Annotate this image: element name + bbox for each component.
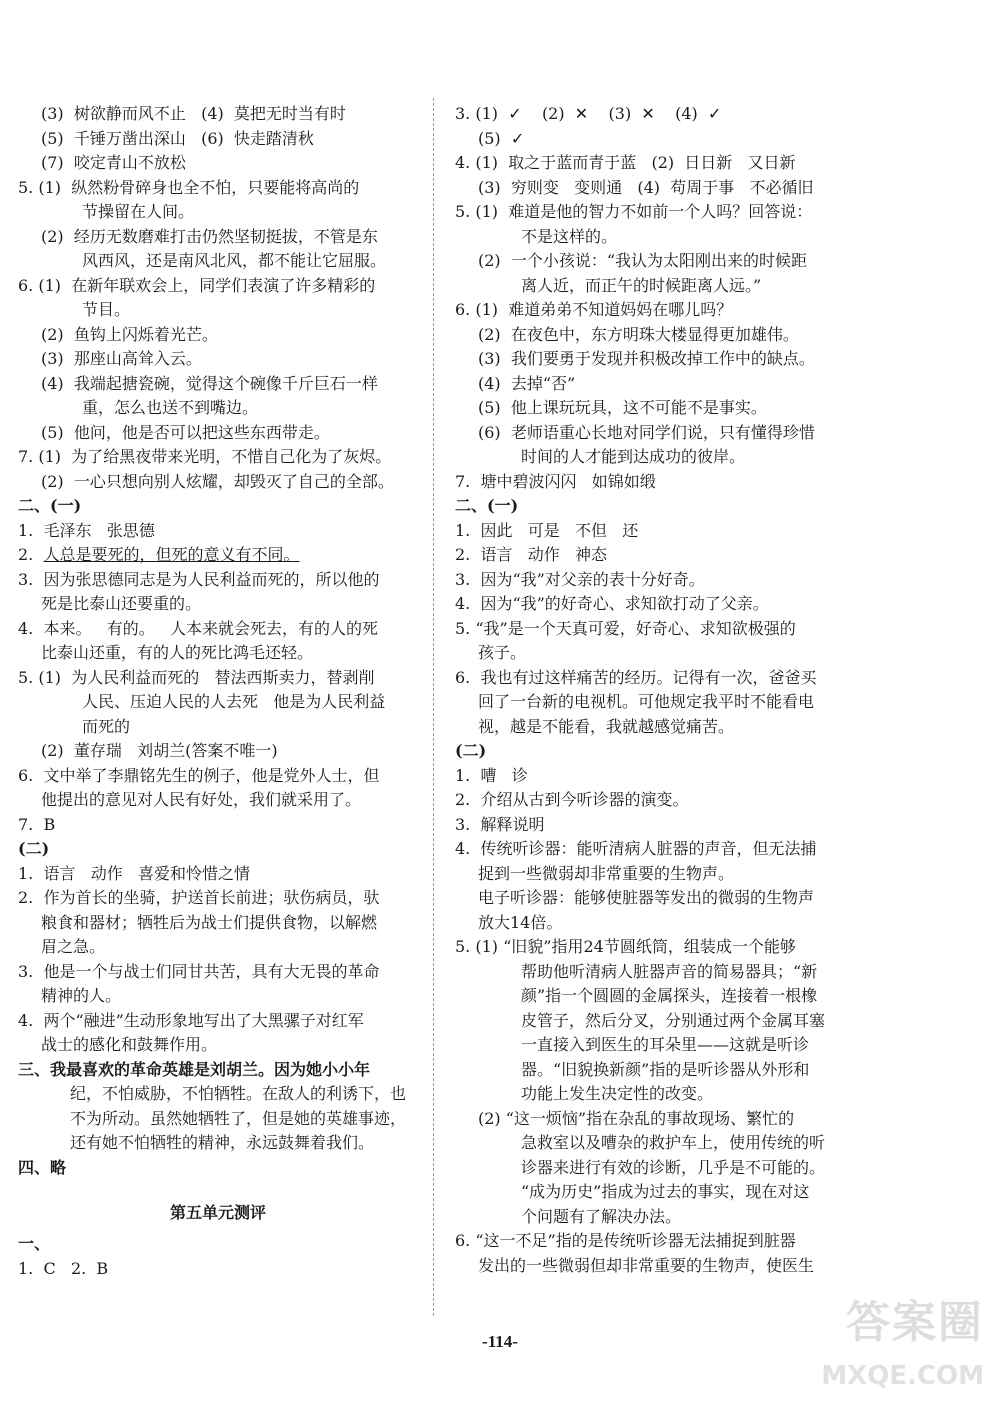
answer-line: 3. 因为“我”对父亲的表十分好奇。 bbox=[455, 569, 705, 589]
answer-line: 5. (1) 难道是他的智力不如前一个人吗？回答说： bbox=[455, 202, 813, 221]
answer-line: 7. 塘中碧波闪闪 如锦如缎 bbox=[455, 471, 656, 491]
answer-line: (3) 我们要勇于发现并积极改掉工作中的缺点。 bbox=[478, 349, 815, 368]
answer-line: 6. 我也有过这样痛苦的经历。记得有一次，爸爸买 bbox=[455, 667, 817, 687]
answer-line: 5. (1) “旧貌”指用24节圆纸筒，组装成一个能够 bbox=[455, 937, 796, 956]
left-column bbox=[18, 102, 418, 1281]
answer-line: 不是这样的。 bbox=[521, 226, 618, 246]
answer-line: (5) ✓ bbox=[478, 128, 525, 148]
answer-line: 人民、压迫人民的人去死 他是为人民利益 bbox=[82, 692, 386, 711]
section-heading: 二、(一) bbox=[18, 496, 82, 515]
answer-line: (4) 去掉“否” bbox=[478, 373, 576, 393]
answer-line: 比泰山还重，有的人的死比鸿毛还轻。 bbox=[41, 643, 314, 662]
answer-line: 3. (1) ✓ (2) ✕ (3) ✕ (4) ✓ bbox=[455, 104, 722, 123]
answer-line: 还有她不怕牺牲的精神，永远鼓舞着我们。 bbox=[70, 1133, 375, 1152]
answer-line: 4. 传统听诊器：能听清病人脏器的声音，但无法捕 bbox=[455, 839, 817, 858]
answer-line: 回了一台新的电视机。可他规定我平时不能看电 bbox=[478, 692, 815, 711]
answer-line: 眉之急。 bbox=[41, 937, 106, 956]
answer-line: 而死的 bbox=[82, 716, 131, 736]
watermark-logo: 答案圈 bbox=[846, 1297, 984, 1348]
section-heading: (二) bbox=[455, 741, 487, 760]
answer-line: 4. (1) 取之于蓝而青于蓝 (2) 日日新 又日新 bbox=[455, 153, 796, 172]
section-heading: 四、略 bbox=[18, 1157, 67, 1177]
answer-line: 纪，不怕威胁，不怕牺牲。在敌人的利诱下，也 bbox=[70, 1084, 407, 1103]
answer-line: 7. B bbox=[18, 814, 56, 834]
answer-line: “成为历史”指成为过去的事实，现在对这 bbox=[521, 1182, 810, 1201]
answer-line: 视，越是不能看，我就越感觉痛苦。 bbox=[478, 716, 735, 736]
answer-line: 精神的人。 bbox=[41, 986, 122, 1005]
answer-line: 捉到一些微弱却非常重要的生物声。 bbox=[478, 863, 735, 883]
answer-line: 6. (1) 在新年联欢会上，同学们表演了许多精彩的 bbox=[18, 275, 376, 295]
underlined-answer: 人总是要死的，但死的意义有不同。 bbox=[43, 545, 300, 564]
answer-line: 2. 作为首长的坐骑，护送首长前进；驮伤病员，驮 bbox=[18, 888, 380, 907]
answer-number: 2. bbox=[18, 545, 44, 564]
answer-line: 4. 本来。 有的。 人本来就会死去，有的人的死 bbox=[18, 618, 378, 638]
section-title: 第五单元测评 bbox=[169, 1203, 266, 1222]
answer-line: 诊器来进行有效的诊断，几乎是不可能的。 bbox=[521, 1157, 826, 1177]
answer-line: 1. 毛泽东 张思德 bbox=[18, 520, 155, 540]
answer-line: 离人近，而正午的时候距离人远。” bbox=[521, 275, 762, 295]
answer-line: 时间的人才能到达成功的彼岸。 bbox=[521, 447, 746, 466]
answer-line: 4. 两个“融进”生动形象地写出了大黑骡子对红军 bbox=[18, 1010, 364, 1030]
answer-line: 1. 因此 可是 不但 还 bbox=[455, 520, 639, 540]
answer-line: (5) 他上课玩玩具，这不可能不是事实。 bbox=[478, 398, 767, 417]
section-heading: (二) bbox=[18, 839, 50, 858]
answer-line: 粮食和器材；牺牲后为战士们提供食物，以解燃 bbox=[41, 912, 378, 932]
answer-line: 1. C 2. B bbox=[18, 1258, 109, 1278]
answer-line: 1. 语言 动作 喜爱和怜惜之情 bbox=[18, 863, 250, 883]
answer-line: 2. 语言 动作 神态 bbox=[455, 545, 607, 564]
answer-line: 节操留在人间。 bbox=[82, 202, 195, 221]
answer-line: 3. 因为张思德同志是为人民利益而死的，所以他的 bbox=[18, 569, 380, 589]
answer-line: 3. 他是一个与战士们同甘共苦，具有大无畏的革命 bbox=[18, 961, 380, 981]
answer-line: 颜”指一个圆圆的金属探头，连接着一根橡 bbox=[521, 986, 818, 1005]
answer-line: 风西风，还是南风北风，都不能让它屈服。 bbox=[82, 251, 387, 270]
answer-line: 6. 文中举了李鼎铭先生的例子，他是党外人士，但 bbox=[18, 765, 380, 785]
answer-line: 他提出的意见对人民有好处，我们就采用了。 bbox=[41, 790, 362, 809]
answer-line: 急救室以及嘈杂的救护车上，使用传统的听 bbox=[521, 1133, 826, 1152]
answer-line: (5) 千锤万凿出深山 (6) 快走踏清秋 bbox=[41, 128, 314, 148]
watermark-url: MXQE.COM bbox=[821, 1361, 984, 1391]
right-column bbox=[455, 102, 860, 1278]
answer-line: 不为所动。虽然她牺牲了，但是她的英雄事迹， bbox=[70, 1108, 407, 1128]
answer-line: 器。“旧貌换新颜”指的是听诊器从外形和 bbox=[521, 1059, 810, 1079]
answer-line: 4. 因为“我”的好奇心、求知欲打动了父亲。 bbox=[455, 594, 769, 613]
answer-line: 一直接入到医生的耳朵里——这就是听诊 bbox=[521, 1035, 810, 1054]
answer-line: (7) 咬定青山不放松 bbox=[41, 153, 186, 172]
answer-line: (2) 鱼钩上闪烁着光芒。 bbox=[41, 324, 218, 344]
answer-line: 孩子。 bbox=[478, 643, 527, 662]
answer-line: (2) 一个小孩说：“我认为太阳刚出来的时候距 bbox=[478, 251, 808, 270]
answer-line: 7. (1) 为了给黑夜带来光明，不惜自己化为了灰烬。 bbox=[18, 447, 392, 466]
answer-line: 2. 介绍从古到今听诊器的演变。 bbox=[455, 790, 689, 809]
answer-line: 3. 解释说明 bbox=[455, 814, 545, 834]
answer-line: 5. (1) 为人民利益而死的 替法西斯卖力，替剥削 bbox=[18, 667, 375, 687]
answer-line: (6) 老师语重心长地对同学们说，只有懂得珍惜 bbox=[478, 422, 815, 442]
answer-line: 节目。 bbox=[82, 300, 131, 319]
answer-line: 6. (1) 难道弟弟不知道妈妈在哪儿吗？ bbox=[455, 300, 733, 319]
answer-line: (4) 我端起搪瓷碗，觉得这个碗像千斤巨石一样 bbox=[41, 373, 378, 393]
answer-line: 6. “这一不足”指的是传统听诊器无法捕捉到脏器 bbox=[455, 1231, 796, 1250]
answer-line: 5. “我”是一个天真可爱，好奇心、求知欲极强的 bbox=[455, 618, 796, 638]
answer-line: (2) “这一烦恼”指在杂乱的事故现场、繁忙的 bbox=[478, 1108, 795, 1128]
section-heading: 三、我最喜欢的革命英雄是刘胡兰。因为她小小年 bbox=[18, 1059, 371, 1079]
answer-line: 个问题有了解决办法。 bbox=[521, 1206, 682, 1226]
watermark bbox=[804, 1288, 984, 1398]
answer-line: (3) 那座山高耸入云。 bbox=[41, 349, 202, 368]
answer-line: 死是比泰山还要重的。 bbox=[41, 594, 202, 613]
answer-line: 放大14倍。 bbox=[478, 912, 563, 932]
section-heading: 一、 bbox=[18, 1234, 51, 1253]
section-heading: 二、(一) bbox=[455, 496, 519, 515]
answer-line: 功能上发生决定性的改变。 bbox=[521, 1084, 714, 1103]
column-divider bbox=[433, 98, 434, 1316]
answer-line: (5) 他问，他是否可以把这些东西带走。 bbox=[41, 422, 330, 442]
answer-line: (2) 董存瑞 刘胡兰(答案不唯一) bbox=[41, 741, 278, 760]
answer-line: (2) 经历无数磨难打击仍然坚韧挺拔，不管是东 bbox=[41, 226, 378, 246]
answer-line: 发出的一些微弱但却非常重要的生物声，使医生 bbox=[478, 1255, 815, 1275]
answer-line: 1. 嘈 诊 bbox=[455, 765, 528, 785]
answer-line: 战士的感化和鼓舞作用。 bbox=[41, 1035, 218, 1054]
answer-line: (3) 树欲静而风不止 (4) 莫把无时当有时 bbox=[41, 104, 346, 123]
answer-line bbox=[18, 543, 418, 568]
answer-line: 电子听诊器：能够使脏器等发出的微弱的生物声 bbox=[478, 888, 815, 907]
answer-line: 皮管子，然后分叉，分别通过两个金属耳塞 bbox=[521, 1010, 826, 1030]
answer-line: (3) 穷则变 变则通 (4) 苟周于事 不必循旧 bbox=[478, 177, 814, 197]
answer-line: 5. (1) 纵然粉骨碎身也全不怕，只要能将高尚的 bbox=[18, 177, 360, 197]
answer-line: (2) 一心只想向别人炫耀，却毁灭了自己的全部。 bbox=[41, 471, 394, 491]
answer-line: 重，怎么也送不到嘴边。 bbox=[82, 398, 259, 417]
answer-line: 帮助他听清病人脏器声音的简易器具；“新 bbox=[521, 961, 818, 981]
answer-line: (2) 在夜色中，东方明珠大楼显得更加雄伟。 bbox=[478, 324, 799, 344]
page-number: -114- bbox=[482, 1332, 518, 1351]
